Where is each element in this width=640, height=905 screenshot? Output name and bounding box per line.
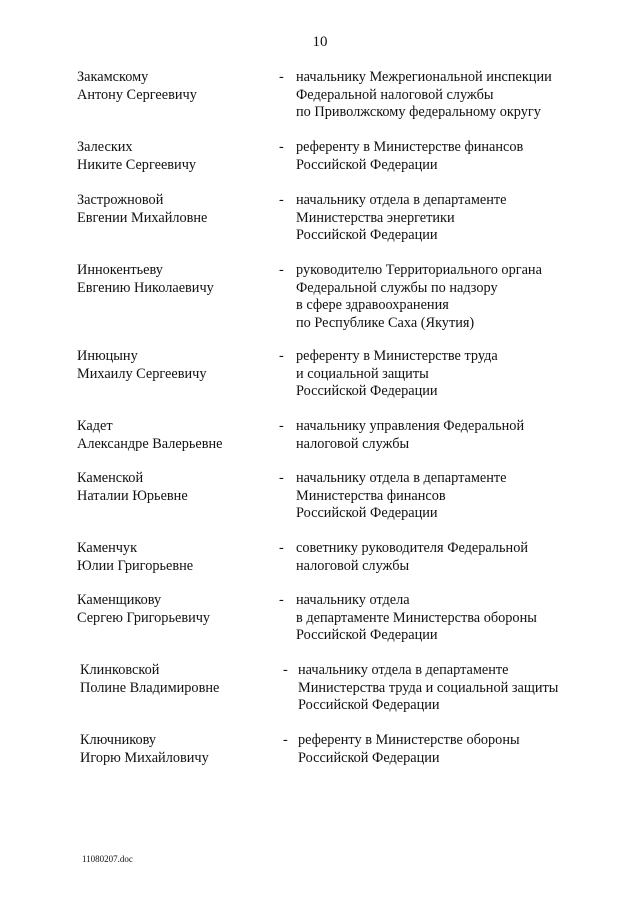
position-line: Федеральной службы по надзору [296,279,498,296]
recipient-name [77,418,277,453]
surname: Клинковской [80,662,160,678]
given-names: Антону Сергеевичу [77,86,197,103]
position-line: в сфере здравоохранения [296,297,449,314]
given-names: Игорю Михайловичу [80,749,209,766]
recipient-position [296,262,626,332]
recipient-position [296,418,626,453]
dash-separator: - [279,470,284,486]
dash-separator: - [283,662,288,678]
recipient-name [77,262,277,297]
dash-separator: - [279,139,284,155]
dash-separator: - [279,348,284,364]
recipient-name [77,139,277,174]
surname: Застрожновой [77,192,164,208]
position-line: Федеральной налоговой службы [296,86,494,103]
recipient-name [77,69,277,104]
recipient-position [296,139,626,174]
recipient-position [296,470,626,523]
given-names: Евгении Михайловне [77,209,208,226]
recipient-name [77,540,277,575]
recipient-name [77,592,277,627]
given-names: Наталии Юрьевне [77,487,188,504]
position-line: советнику руководителя Федеральной [296,540,528,556]
surname: Закамскому [77,69,149,85]
position-line: по Приволжскому федеральному округу [296,104,541,121]
dash-separator: - [279,262,284,278]
surname: Инюцыну [77,348,138,364]
position-line: Российской Федерации [296,227,438,244]
position-line: референту в Министерстве обороны [298,732,520,748]
position-line: начальнику отдела в департаменте [296,470,507,486]
recipient-name [77,470,277,505]
position-line: налоговой службы [296,557,410,574]
surname: Залеских [77,139,133,155]
given-names: Сергею Григорьевичу [77,609,211,626]
position-line: начальнику отдела в департаменте [298,662,509,678]
surname: Кадет [77,418,113,434]
position-line: Министерства труда и социальной защиты [298,679,559,696]
position-line: налоговой службы [296,435,410,452]
position-line: начальнику управления Федеральной [296,418,525,434]
position-line: Министерства энергетики [296,209,455,226]
recipient-name [77,348,277,383]
recipient-position [296,592,626,645]
position-line: Российской Федерации [296,383,438,400]
recipient-position [296,348,626,401]
dash-separator: - [279,592,284,608]
recipient-name [80,732,280,767]
position-line: Российской Федерации [296,505,438,522]
position-line: начальнику отдела в департаменте [296,192,507,208]
position-line: в департаменте Министерства обороны [296,609,537,626]
position-line: руководителю Территориального органа [296,262,542,278]
surname: Ключникову [80,732,157,748]
position-line: по Республике Саха (Якутия) [296,314,475,331]
given-names: Евгению Николаевичу [77,279,214,296]
given-names: Полине Владимировне [80,679,220,696]
given-names: Никите Сергеевичу [77,156,197,173]
dash-separator: - [279,418,284,434]
recipient-name [80,662,280,697]
position-line: Российской Федерации [298,697,440,714]
document-filename: 11080207.doc [82,854,133,864]
surname: Каменской [77,470,144,486]
given-names: Александре Валерьевне [77,435,223,452]
recipient-name [77,192,277,227]
dash-separator: - [279,540,284,556]
recipient-position [296,69,626,122]
position-line: Министерства финансов [296,487,446,504]
given-names: Михаилу Сергеевичу [77,365,207,382]
recipient-position [298,662,628,715]
given-names: Юлии Григорьевне [77,557,194,574]
surname: Иннокентьеву [77,262,163,278]
surname: Каменщикову [77,592,162,608]
dash-separator: - [279,69,284,85]
recipient-position [296,192,626,245]
position-line: Российской Федерации [296,156,438,173]
recipient-position [296,540,626,575]
position-line: начальнику Межрегиональной инспекции [296,69,552,85]
dash-separator: - [279,192,284,208]
position-line: и социальной защиты [296,365,429,382]
dash-separator: - [283,732,288,748]
recipient-position [298,732,628,767]
surname: Каменчук [77,540,138,556]
position-line: Российской Федерации [298,749,440,766]
position-line: Российской Федерации [296,627,438,644]
position-line: начальнику отдела [296,592,410,608]
page-number: 10 [312,34,328,50]
position-line: референту в Министерстве труда [296,348,498,364]
position-line: референту в Министерстве финансов [296,139,524,155]
